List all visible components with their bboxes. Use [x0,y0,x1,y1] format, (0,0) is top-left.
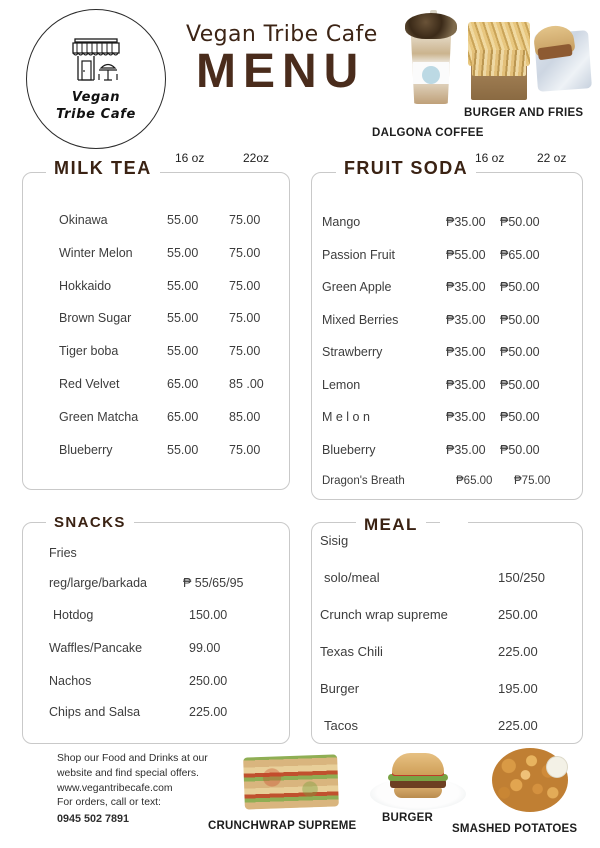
menu-item-price-1: ₱35.00 [446,377,486,392]
menu-item-price-1: 55.00 [167,344,199,359]
menu-item-price-1: ₱35.00 [446,442,486,457]
menu-item-price-2: 75.00 [229,213,261,227]
menu-item-name: Dragon's Breath [322,475,405,487]
menu-item-price-2: ₱50.00 [500,410,540,424]
menu-item-price-2: 75.00 [229,442,261,457]
menu-item-price-2: ₱50.00 [500,345,540,359]
menu-item-price-1: 225.00 [498,644,538,659]
section-title-meal: MEAL [356,515,426,535]
menu-item-name: Blueberry [59,442,113,457]
fries-photo [468,20,530,104]
caption-crunchwrap-supreme: CRUNCHWRAP SUPREME [208,820,357,832]
menu-item-price-1: ₱65.00 [456,475,493,487]
menu-item-price-1: ₱35.00 [446,280,486,294]
menu-item-name: Green Apple [322,280,392,294]
caption-burger: BURGER [382,812,434,824]
burger-photo [368,750,468,814]
menu-item-price-1: ₱35.00 [446,215,486,229]
menu-item-name: reg/large/barkada [49,576,147,590]
wrapped-burger-photo [532,22,594,102]
menu-item-price-2: 75.00 [229,245,261,260]
meal-card [311,522,583,744]
section-title-snacks: SNACKS [46,514,134,531]
dalgona-coffee-photo [404,10,458,106]
section-title-fruit-soda: FRUIT SODA [336,158,476,179]
smashed-potatoes-photo [492,748,570,814]
crunchwrap-supreme-photo [240,750,342,812]
menu-item-name: Crunch wrap supreme [320,607,448,622]
menu-item-name: Blueberry [322,442,376,457]
menu-item-name: Brown Sugar [59,311,132,326]
brand-name: Vegan Tribe Cafe [186,22,378,47]
footer-line-2: website and find special offers. [57,767,199,779]
menu-item-price-1: ₱35.00 [446,345,486,359]
menu-item-price-1: 55.00 [167,245,199,260]
menu-item-price-1: 150/250 [498,570,545,585]
footer-contact-block [57,752,237,827]
menu-item-name: Strawberry [322,345,383,359]
menu-item-name: Green Matcha [59,409,139,424]
page-title: MENU [196,45,366,98]
fruit-soda-size-22oz: 22 oz [534,151,569,165]
menu-item-price-1: 195.00 [498,681,538,696]
menu-item-name: Burger [320,681,360,696]
menu-item-name: Mixed Berries [322,312,399,327]
caption-smashed-potatoes: SMASHED POTATOES [452,823,578,835]
menu-item-price-2: ₱50.00 [500,215,540,229]
menu-item-price-1: 55.00 [167,278,199,293]
footer-line-1: Shop our Food and Drinks at our [57,753,208,764]
menu-item-price-2: 85.00 [229,409,261,424]
logo-line-2: Tribe Cafe [56,107,136,122]
menu-item-price-1: 55.00 [167,442,199,457]
menu-item-name: Texas Chili [320,644,383,659]
cafe-logo [26,9,166,149]
menu-item-price-1: 225.00 [498,718,538,733]
menu-item-price-1: 250.00 [189,674,228,688]
logo-wordmark [56,90,136,123]
menu-item-price-2: ₱65.00 [500,247,540,262]
menu-item-name: Chips and Salsa [49,705,141,719]
milk-tea-card [22,172,290,490]
milk-tea-size-16oz: 16 oz [172,151,207,165]
menu-item-price-2: 85 .00 [229,377,264,391]
menu-item-name: Nachos [49,674,92,688]
menu-item-name: Tiger boba [59,344,119,359]
menu-item-name: Tacos [324,718,358,733]
footer-line-4: For orders, call or text: [57,797,161,809]
menu-item-price-1: ₱35.00 [446,312,486,327]
menu-item-name: M e l o n [322,410,370,424]
menu-item-price-1: 250.00 [498,607,538,622]
menu-item-price-2: ₱50.00 [500,312,540,327]
menu-item-price-1: 225.00 [189,705,228,719]
storefront-icon [65,34,127,86]
menu-item-price-1: 65.00 [167,409,199,424]
menu-item-price-1: ₱55.00 [446,247,486,262]
logo-line-1: Vegan [71,90,121,106]
menu-item-price-2: 75.00 [229,311,261,326]
menu-item-price-1: ₱35.00 [446,410,486,424]
meal-card-notch [440,512,468,532]
caption-burger-and-fries: BURGER AND FRIES [464,107,584,119]
footer-phone-number[interactable]: 0945 502 7891 [57,813,130,826]
menu-item-price-2: ₱50.00 [500,280,540,294]
header-photo-group [402,6,598,110]
menu-item-name: Sisig [320,533,349,548]
menu-item-name: Winter Melon [59,245,133,260]
menu-item-price-2: ₱75.00 [514,475,551,487]
milk-tea-size-22oz: 22oz [240,151,272,165]
menu-item-name: Hotdog [53,608,94,622]
menu-item-price-2: ₱50.00 [500,442,540,457]
menu-item-price-1: 55.00 [167,311,199,326]
menu-item-name: Fries [49,546,77,560]
menu-item-name: Waffles/Pancake [49,641,143,655]
menu-item-price-2: 75.00 [229,278,261,293]
fruit-soda-size-16oz: 16 oz [472,151,507,165]
caption-dalgona-coffee: DALGONA COFFEE [372,127,484,139]
menu-item-price-2: 75.00 [229,344,261,359]
menu-item-price-1: 55.00 [167,213,199,227]
section-title-milk-tea: MILK TEA [46,158,160,179]
menu-item-name: Hokkaido [59,278,112,293]
menu-item-price-1: 150.00 [189,608,228,622]
menu-item-name: solo/meal [324,570,380,585]
menu-item-name: Okinawa [59,213,108,227]
fruit-soda-card [311,172,583,500]
menu-item-price-1: 65.00 [167,377,199,391]
menu-item-name: Mango [322,215,361,229]
menu-item-price-1: 99.00 [189,641,221,655]
snacks-card [22,522,290,744]
menu-item-price-2: ₱50.00 [500,377,540,392]
menu-item-name: Passion Fruit [322,247,395,262]
menu-item-name: Red Velvet [59,377,120,391]
menu-item-price-1: ₱ 55/65/95 [183,576,244,590]
footer-website[interactable]: www.vegantribecafe.com [57,782,173,794]
menu-item-name: Lemon [322,377,361,392]
